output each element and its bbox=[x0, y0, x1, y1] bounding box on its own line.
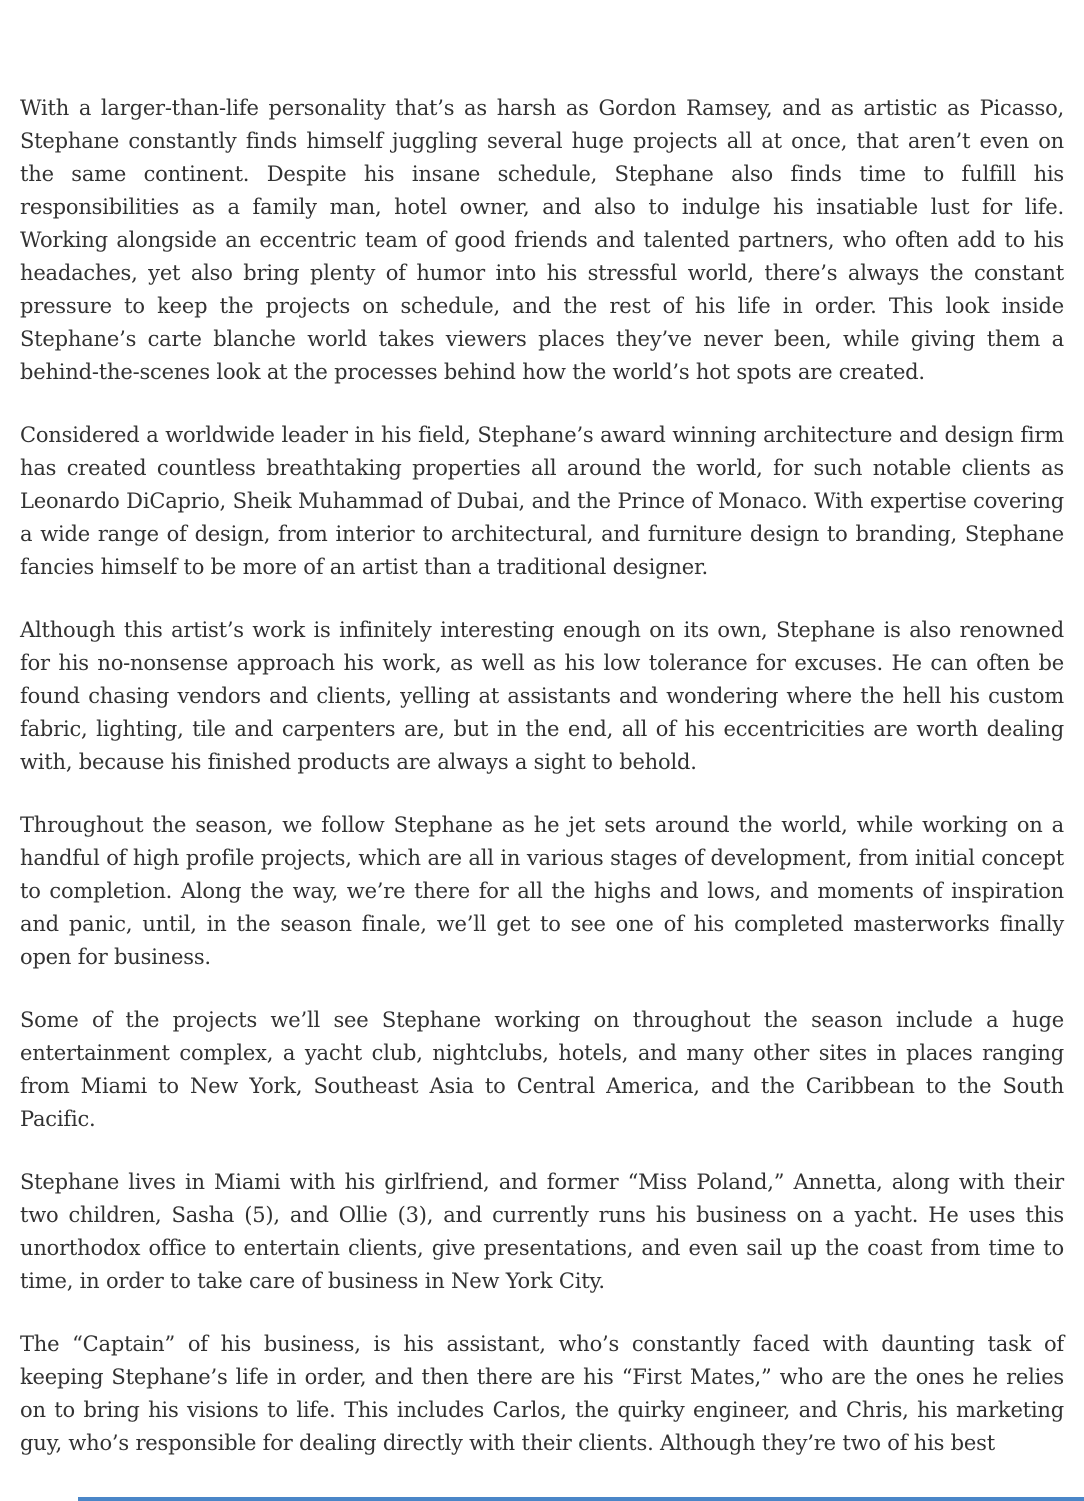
bottom-accent-line bbox=[78, 1497, 1084, 1501]
paragraph-team: The “Captain” of his business, is his assistant, who’s constantly faced with daunting task of keeping Stephane’s life in order, and then there are his “First Mates,” who are the ones he relies on to bring his visions to life. This includes Carlos, the quirky engineer, and Chris, his marketing guy, who’s responsible for dealing directly with their clients. Although they’re two of his best bbox=[20, 1332, 1064, 1455]
paragraph-season-overview: Throughout the season, we follow Stephane as he jet sets around the world, while working on a handful of high profile projects, which are all in various stages of development, from initial concept to completion. Along the way, we’re there for all the highs and lows, and moments of inspiration and panic, until, in the season finale, we’ll get to see one of his completed masterworks finally open for business. bbox=[20, 813, 1064, 969]
paragraph-personal-life: Stephane lives in Miami with his girlfriend, and former “Miss Poland,” Annetta, along with their two children, Sasha (5), and Ollie (3), and currently runs his business on a yacht. He uses this unorthodox office to entertain clients, give presentations, and even sail up the coast from time to time, in order to take care of business in New York City. bbox=[20, 1170, 1064, 1293]
paragraph-intro: With a larger-than-life personality that’s as harsh as Gordon Ramsey, and as artistic as Picasso, Stephane constantly finds himself juggling several huge projects all at once, that aren’t even on the same continent. Despite his insane schedule, Stephane also finds time to fulfill his responsibilities as a family man, hotel owner, and also to indulge his insatiable lust for life. Working alongside an eccentric team of good friends and talented partners, who often add to his headaches, yet also bring plenty of humor into his stressful world, there’s always the constant pressure to keep the projects on schedule, and the rest of his life in order. This look inside Stephane’s carte blanche world takes viewers places they’ve never been, while giving them a behind-the-scenes look at the processes behind how the world’s hot spots are created. bbox=[20, 96, 1064, 384]
paragraph-artists-work: Although this artist’s work is infinitely interesting enough on its own, Stephane is also renowned for his no-nonsense approach his work, as well as his low tolerance for excuses. He can often be found chasing vendors and clients, yelling at assistants and wondering where the hell his custom fabric, lighting, tile and carpenters are, but in the end, all of his eccentricities are worth dealing with, because his finished products are always a sight to behold. bbox=[20, 618, 1064, 774]
paragraph-projects-list: Some of the projects we’ll see Stephane working on throughout the season include a huge entertainment complex, a yacht club, nightclubs, hotels, and many other sites in places ranging from Miami to New York, Southeast Asia to Central America, and the Caribbean to the South Pacific. bbox=[20, 1008, 1064, 1131]
paragraph-worldwide-leader: Considered a worldwide leader in his field, Stephane’s award winning architecture and design firm has created countless breathtaking properties all around the world, for such notable clients as Leonardo DiCaprio, Sheik Muhammad of Dubai, and the Prince of Monaco. With expertise covering a wide range of design, from interior to architectural, and furniture design to branding, Stephane fancies himself to be more of an artist than a traditional designer. bbox=[20, 423, 1064, 579]
